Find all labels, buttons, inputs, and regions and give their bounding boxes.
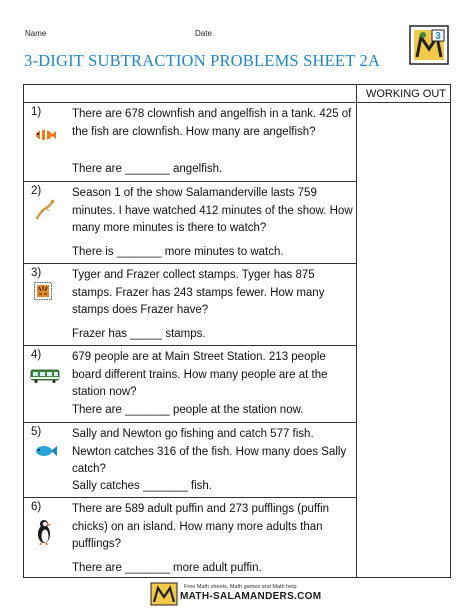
footer-brand [150,582,350,608]
footer-logo-icon [150,582,178,606]
tiger-stamp-icon [34,282,54,302]
question-number: 1) [31,106,42,118]
answer-line: Frazer has _____ stamps. [72,328,206,340]
puffin-icon [34,518,54,546]
question-number: 6) [31,501,42,513]
question-text: Sally and Newton go fishing and catch 577 fish. Newton catches 316 of the fish. How many does Sally catch? [72,428,347,475]
train-icon [30,368,60,388]
question-3 [24,264,356,346]
question-6 [24,498,356,579]
fish-icon [34,443,58,463]
question-text: There are 589 adult puffin and 273 pufflings (puffin chicks) on an island. How many more adults than pufflings? [72,503,330,550]
worksheet-table [23,84,451,578]
name-label: Name [25,29,47,38]
question-number: 4) [31,349,42,361]
answer-line: There is _______ more minutes to watch. [72,246,284,258]
working-out-header [24,85,450,103]
question-text: There are 678 clownfish and angelfish in a tank. 425 of the fish are clownfish. How many are angelfish? [72,108,352,138]
answer-line: There are _______ people at the station now. [72,404,304,416]
page-title: 3-DIGIT SUBTRACTION PROBLEMS SHEET 2A [24,51,381,70]
footer-tagline: Free Math sheets, Math games and Math help [184,584,297,590]
math-salamanders-logo [409,25,449,65]
date-label: Date [195,29,212,38]
question-4 [24,346,356,423]
question-number: 5) [31,426,42,438]
working-out-label: WORKING OUT [365,88,446,100]
name-date-row [25,29,385,41]
question-number: 3) [31,267,42,279]
question-text: Tyger and Frazer collect stamps. Tyger has 875 stamps. Frazer has 243 stamps fewer. How many stamps does Frazer have? [72,269,325,316]
logo-digit: 3 [435,31,441,42]
footer-brand-name: MATH-SALAMANDERS.COM [180,591,322,602]
question-text: Season 1 of the show Salamanderville lasts 759 minutes. I have watched 412 minutes of the show. How many more minutes is there to watch? [72,187,353,234]
working-column-divider [356,85,357,577]
answer-line: There are _______ more adult puffin. [72,562,262,574]
question-number: 2) [31,185,42,197]
question-text: 679 people are at Main Street Station. 213 people board different trains. How many people are at the station now? [72,351,328,398]
salamander-icon [34,198,54,218]
question-2 [24,182,356,264]
answer-line: Sally catches _______ fish. [72,480,213,492]
clownfish-icon [34,125,54,145]
question-5 [24,423,356,498]
question-1 [24,103,356,182]
answer-line: There are _______ angelfish. [72,163,223,175]
